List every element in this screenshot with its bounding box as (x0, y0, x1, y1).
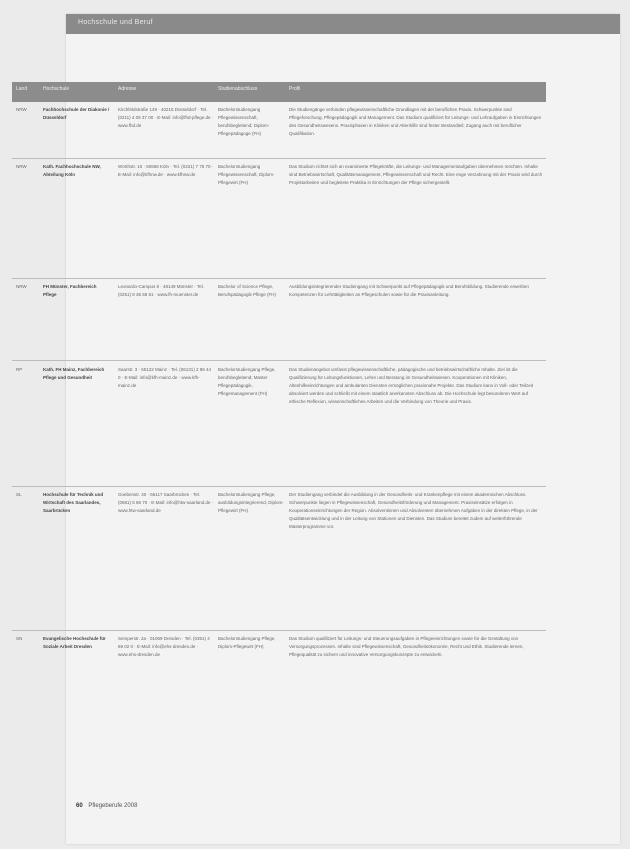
row-institution: Kath. Fachhochschule NW, Abteilung Köln (43, 164, 101, 178)
row-divider (12, 630, 546, 631)
row-institution: Fachhochschule der Diakonie / Düsseldorf (43, 107, 110, 121)
row-land: NRW (16, 284, 27, 289)
row-degree: Bachelorstudiengang Pflege, Diplom-Pflegewirt (FH) (218, 636, 276, 650)
row-address: Wörthstr. 10 · 50668 Köln · Tel. (0221) 7 75 70 · E-Mail: info@kfhnw.de · www.kfhnw.de (118, 164, 214, 178)
section-title: Hochschule und Beruf (78, 19, 153, 26)
row-degree: Bachelorstudiengang Pflegewissenschaft, berufsbegleitend; Diplom-Pflegepädagoge (FH) (218, 107, 270, 137)
row-profile: Das Studium richtet sich an examinierte Pflegekräfte, die Leitungs- und Managementaufgaben übernehmen möchten. Inhalte sind Betriebswirtschaft, Qualitätsmanagement, Pflegewissenschaft und Recht. Eine enge Verzahnung mit der Praxis wird durch Projektarbeiten und begleitete Praktika in Einrichtungen der Pflege sichergestellt. (289, 164, 543, 186)
row-degree: Bachelor of Science Pflege, Berufspädagogik Pflege (FH) (218, 284, 277, 298)
row-land: SN (16, 636, 23, 641)
row-profile: Die Studiengänge verbinden pflegewissenschaftliche Grundlagen mit der beruflichen Praxis. Schwerpunkte sind Pflegeforschung, Pflegepädagogik und Management. Das Studium qualifiziert für Leitungs- und Lehraufgaben in Einrichtungen des Gesundheitswesens. Praxisphasen in Kliniken und Altenhilfe sind fester Bestandteil; Zugang auch mit beruflicher Qualifikation. (289, 107, 542, 137)
table-row (12, 635, 546, 750)
row-address: Kirchfeldstraße 149 · 40215 Düsseldorf · Tel. (0211) 4 09 37 00 · E-Mail: info@fhd-pflege.de · www.fhd.de (118, 107, 214, 129)
row-address: Saarstr. 3 · 55122 Mainz · Tel. (06131) 2 89 44 0 · E-Mail: info@kfh-mainz.de · www.kfh-mainz.de (118, 367, 211, 389)
row-divider (12, 486, 546, 487)
row-divider (12, 278, 546, 279)
row-land: SL (16, 492, 22, 497)
row-institution: Kath. FH Mainz, Fachbereich Pflege und Gesundheit (43, 367, 105, 381)
row-address: Semperstr. 2a · 01069 Dresden · Tel. (0351) 4 69 02 0 · E-Mail: info@ehs-dresden.de · www.ehs-dresden.de (118, 636, 210, 658)
page-footer (76, 803, 137, 809)
table-row (12, 106, 546, 156)
row-land: NRW (16, 107, 27, 112)
row-degree: Bachelorstudiengang Pflegewissenschaft, Diplom-Pflegewirt (FH) (218, 164, 275, 186)
table-row (12, 163, 546, 275)
table-row (12, 366, 546, 481)
table-row (12, 283, 546, 338)
row-land: NRW (16, 164, 27, 169)
row-address: Goebenstr. 40 · 66117 Saarbrücken · Tel. (0681) 5 86 70 · E-Mail: info@htw-saarland.de · www.htw-saarland.de (118, 492, 214, 514)
row-degree: Bachelorstudiengang Pflege, ausbildungsintegrierend, Diplom-Pflegewirt (FH) (218, 492, 284, 514)
column-header-adresse: Adresse (118, 86, 137, 92)
row-institution: FH Münster, Fachbereich Pflege (43, 284, 97, 298)
row-divider (12, 158, 546, 159)
column-header-land: Land (16, 86, 28, 92)
row-profile: Ausbildungsintegrierender Studiengang mit Schwerpunkt auf Pflegepädagogik und Berufsbildung. Studierende erwerben Kompetenzen für Lehrtätigkeiten an Pflegeschulen sowie für die Praxisanleitung. (289, 284, 529, 298)
column-header-hochschule: Hochschule (43, 86, 70, 92)
row-profile: Der Studiengang verbindet die Ausbildung in der Gesundheits- und Krankenpflege mit einem akademischen Abschluss. Schwerpunkte liegen in Pflegewissenschaft, Gesundheitsförderung und Management. Praxiseinsätze erfolgen in Kooperationseinrichtungen der Region. Absolventinnen und Absolventen übernehmen Aufgaben in der direkten Pflege, in der Qualitätsentwicklung und in der Leitung von Stationen und Diensten. Das Studium bereitet zudem auf weiterführende Masterprogramme vor. (289, 492, 538, 530)
section-header (66, 14, 620, 34)
row-land: RP (16, 367, 23, 372)
row-profile: Das Studium qualifiziert für Leitungs- und Steuerungsaufgaben in Pflegeeinrichtungen sowie für die Gestaltung von Versorgungsprozessen. Inhalte sind Pflegewissenschaft, Gesundheitsökonomie, Recht und Ethik. Studierende lernen, Pflegequalität zu sichern und innovative Versorgungskonzepte zu entwickeln. (289, 636, 524, 658)
table-row (12, 491, 546, 621)
row-divider (12, 360, 546, 361)
row-degree: Bachelorstudiengang Pflege, berufsbegleitend; Master Pflegepädagogik, Pflegemanagement (FH) (218, 367, 276, 397)
column-header-profil: Profil (289, 86, 301, 92)
row-institution: Evangelische Hochschule für Soziale Arbeit Dresden (43, 636, 106, 650)
page-number: 60 (76, 803, 83, 809)
table-header (12, 82, 546, 102)
row-address: Leonardo-Campus 8 · 48149 Münster · Tel. (0251) 8 36 58 81 · www.fh-muenster.de (118, 284, 204, 298)
row-profile: Das Studienangebot umfasst pflegewissenschaftliche, pädagogische und betriebswirtschaftliche Inhalte. Ziel ist die Qualifizierung für Leitungsfunktionen, Lehre und Beratung im Gesundheitswesen. Kooperationen mit Kliniken, Altenhilfeeinrichtungen und ambulanten Diensten ermöglichen praxisnahe Projekte. Das Studium kann in Voll- oder Teilzeit absolviert werden und schließt mit einem staatlich anerkannten Abschluss ab. Die Hochschule legt besonderen Wert auf ethische Reflexion, wissenschaftliches Arbeiten und die Verbindung von Theorie und Praxis. (289, 367, 534, 405)
column-header-abschluss: Studienabschluss (218, 86, 258, 92)
publication-title: Pflegeberufe 2008 (88, 803, 138, 809)
row-institution: Hochschule für Technik und Wirtschaft des Saarlandes, Saarbrücken (43, 492, 104, 514)
